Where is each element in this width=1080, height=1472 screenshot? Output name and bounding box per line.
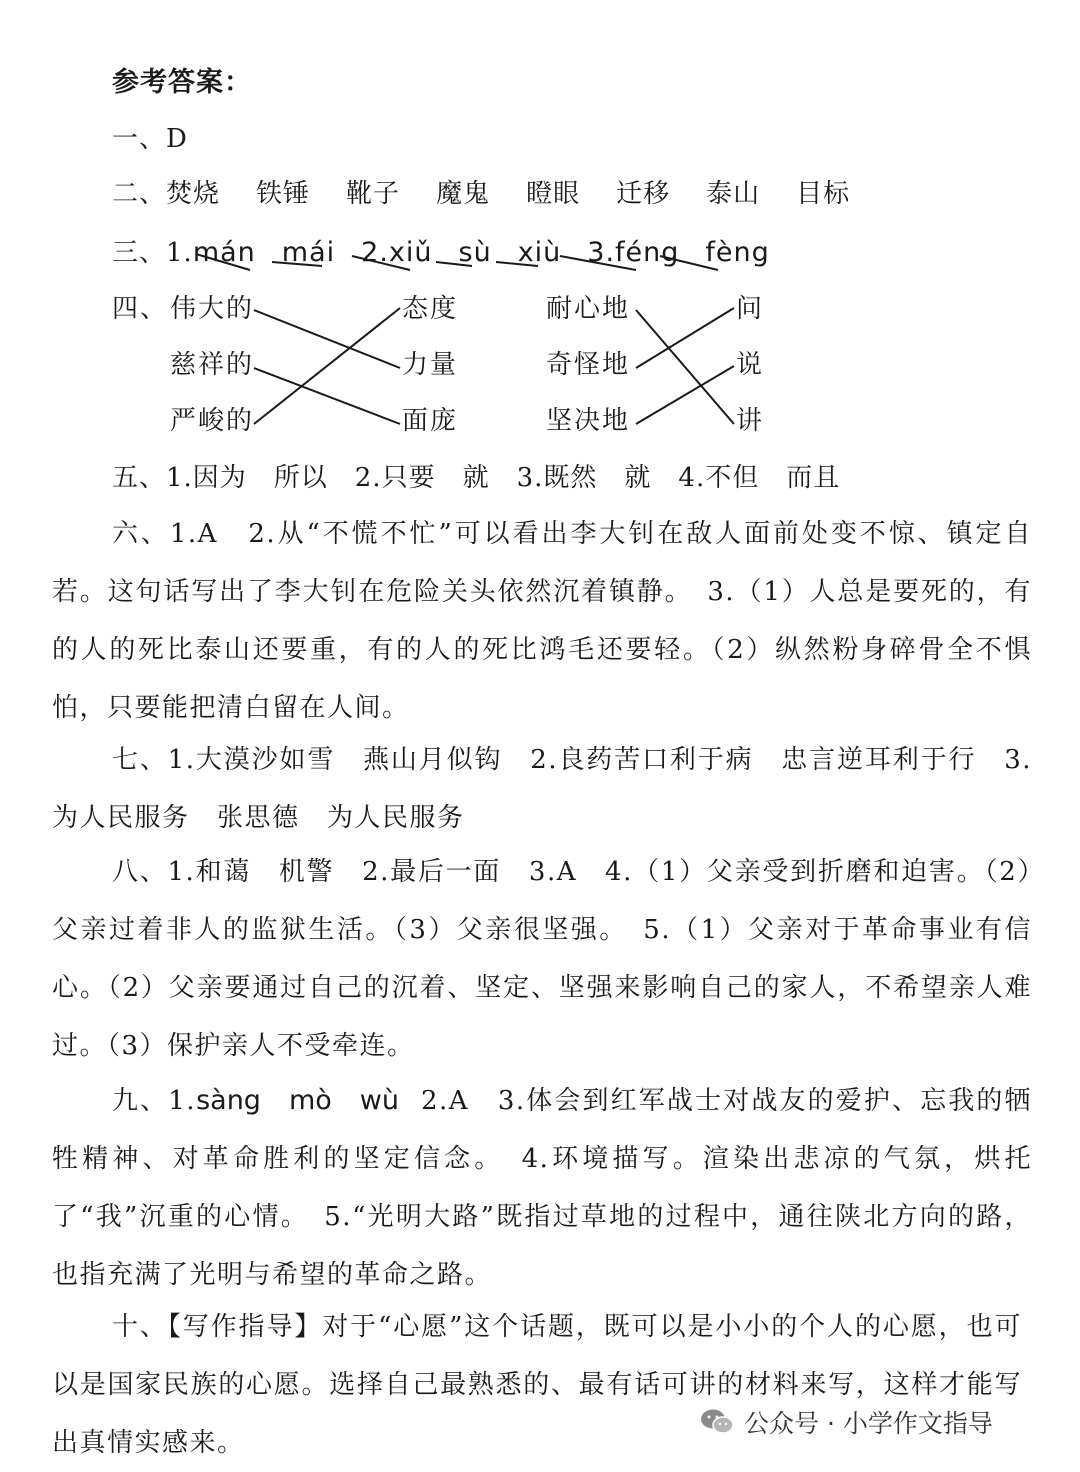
pinyin-item: 3.féng [587, 237, 680, 268]
pinyin-item: sàng [196, 1085, 261, 1116]
pinyin-item: mái [281, 237, 336, 268]
match-right-a-3: 面庞 [402, 406, 459, 436]
word: 泰山 [706, 179, 761, 209]
answer-8: 八、1.和蔼 机警 2.最后一面 3.A 4.（1）父亲受到折磨和迫害。（2）父亲过着非人的监狱生活。（3）父亲很坚强。 5.（1）父亲对于革命事业有信心。（2）父亲要通过自己的沉着、坚定、坚强来影响自己的家人，不希望亲人难过。（3）保护亲人不受牵连。 [52, 857, 1032, 1061]
match-left-b-1: 耐心地 [546, 294, 631, 324]
match-right-b-3: 讲 [736, 406, 765, 436]
wechat-icon [700, 1408, 734, 1436]
word: 迁移 [616, 179, 671, 209]
answer-title: 参考答案： [112, 67, 252, 98]
watermark [700, 1402, 993, 1442]
match-right-b-2: 说 [736, 350, 765, 380]
pinyin-item: wù [359, 1085, 399, 1116]
pinyin-item: mò [288, 1085, 332, 1116]
answer-9-rest: 2.A 3.体会到红军战士对战友的爱护、忘我的牺牲精神、对革命胜利的坚定信念。 4.环境描写。渲染出悲凉的气氛，烘托了“我”沉重的心情。 5.“光明大路”既指过草地的过程中，通往陕北方向的路，也指充满了光明与希望的革命之路。 [52, 1086, 1033, 1290]
answer-1: 一、D [112, 124, 188, 154]
match-right-b-1: 问 [736, 294, 765, 324]
pinyin-item: xiù [517, 237, 562, 268]
match-left-a-1: 伟大的 [170, 294, 255, 324]
matching-lines [0, 0, 1080, 460]
answer-2-prefix: 二、 [112, 179, 167, 209]
word: 目标 [796, 179, 851, 209]
pinyin-item: mán [192, 237, 256, 268]
answer-5: 五、1.因为 所以 2.只要 就 3.既然 就 4.不但 而且 [112, 463, 841, 493]
word: 魔鬼 [436, 179, 491, 209]
pinyin-item: 2.xiǔ [361, 237, 433, 268]
answer-3-prefix: 三、1. [112, 238, 193, 268]
pinyin-item: sù [458, 237, 492, 268]
answer-9-prefix: 九、1. [112, 1086, 197, 1116]
match-right-a-1: 态度 [402, 294, 459, 324]
word: 焚烧 [166, 179, 221, 209]
word: 铁锤 [256, 179, 311, 209]
match-left-b-2: 奇怪地 [546, 350, 631, 380]
word: 靴子 [346, 179, 401, 209]
match-left-b-3: 坚决地 [546, 406, 631, 436]
pinyin-item: fèng [705, 237, 770, 268]
answer-6: 六、1.A 2.从“不慌不忙”可以看出李大钊在敌人面前处变不惊、镇定自若。这句话写出了李大钊在危险关头依然沉着镇静。 3.（1）人总是要死的，有的人的死比泰山还要重，有的人的死比鸿毛还要轻。（2）纵然粉身碎骨全不惧怕，只要能把清白留在人间。 [52, 519, 1032, 723]
answer-9 [52, 1072, 1032, 1304]
match-left-a-2: 慈祥的 [170, 350, 255, 380]
word: 瞪眼 [526, 179, 581, 209]
answer-4-prefix: 四、 [112, 294, 169, 324]
match-left-a-3: 严峻的 [170, 406, 255, 436]
watermark-text: 公众号 · 小学作文指导 [744, 1409, 993, 1438]
match-right-a-2: 力量 [402, 350, 459, 380]
answer-7: 七、1.大漠沙如雪 燕山月似钩 2.良药苦口利于病 忠言逆耳利于行 3.为人民服务 张思德 为人民服务 [52, 745, 1032, 833]
answer-10: 十、【写作指导】对于“心愿”这个话题，既可以是小小的个人的心愿，也可以是国家民族的心愿。选择自己最熟悉的、最有话可讲的材料来写，这样才能写出真情实感来。 [52, 1312, 1022, 1458]
